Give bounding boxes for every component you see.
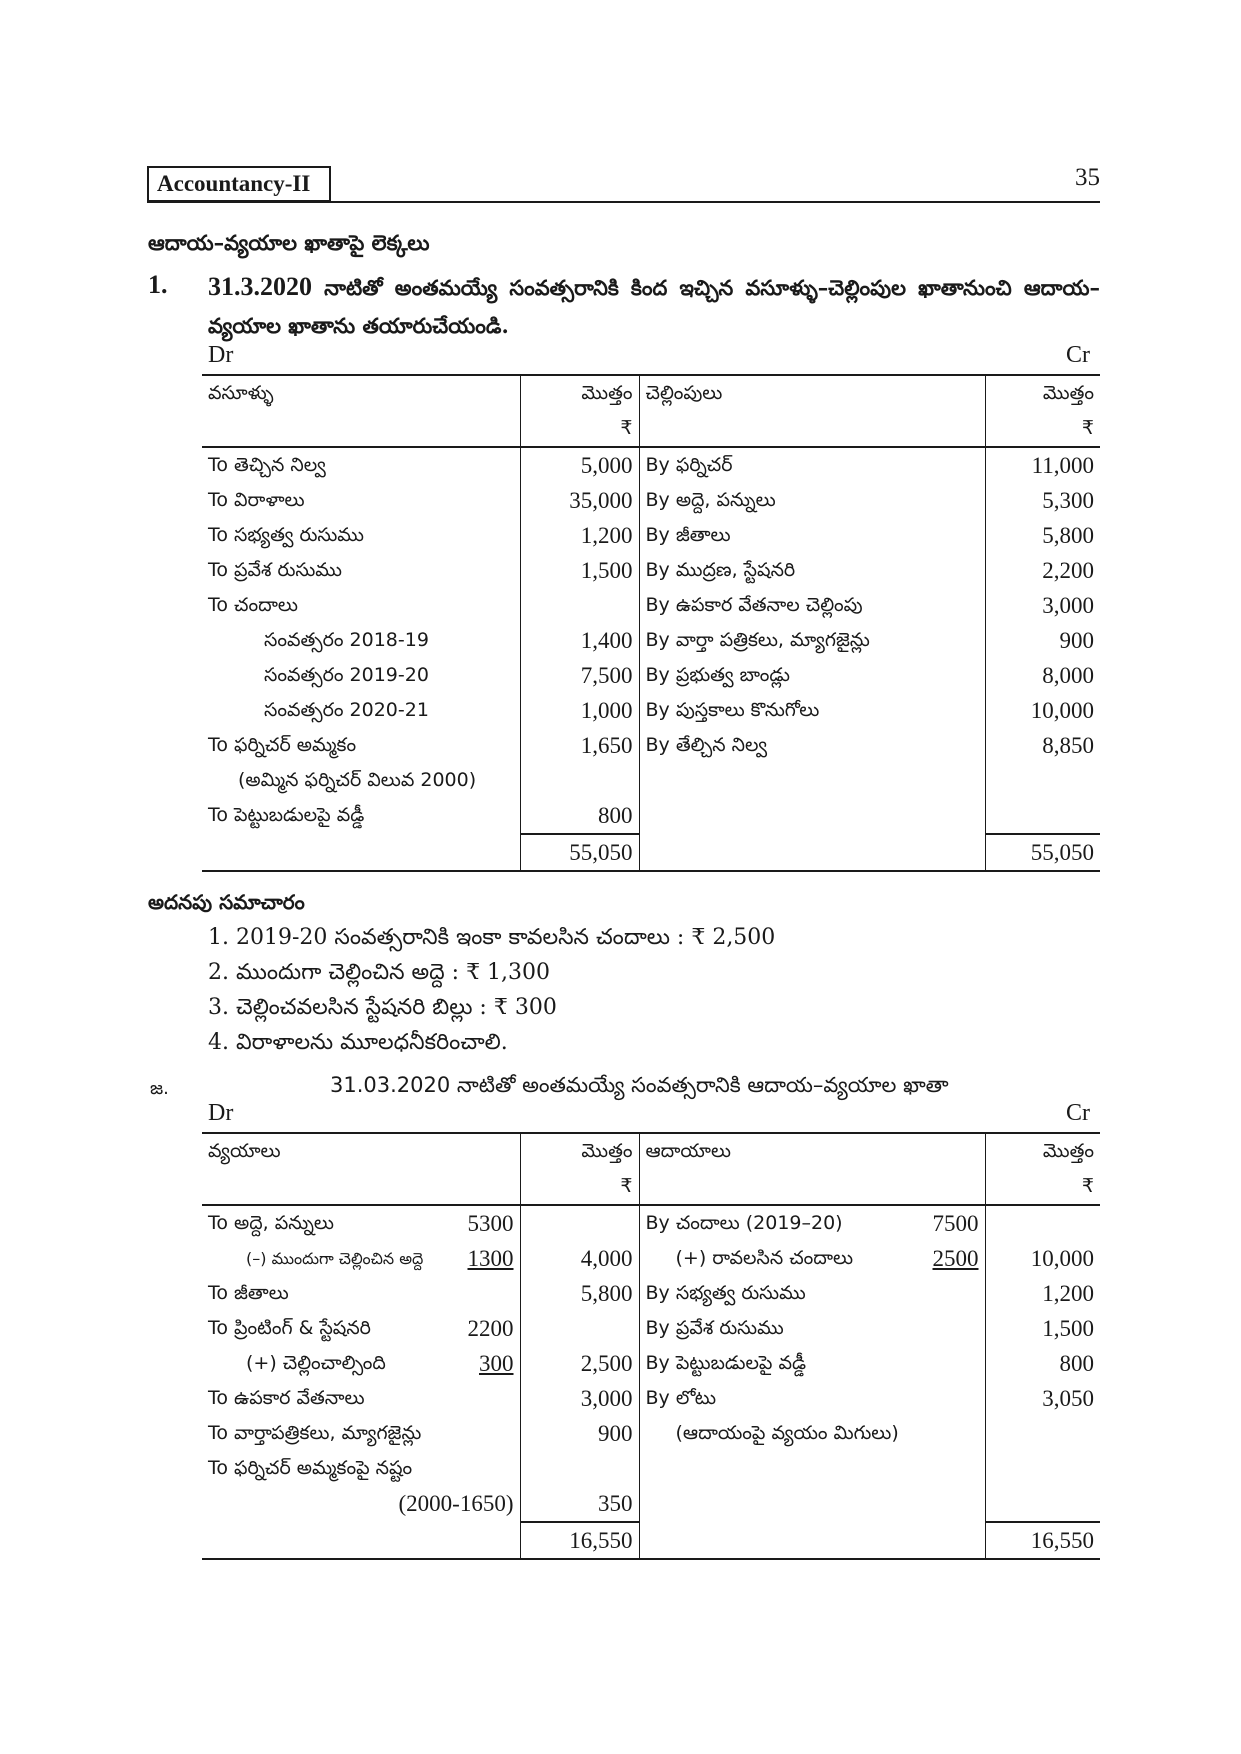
- additional-info-item: 2. ముందుగా చెల్లించిన అద్దె : ₹ 1,300: [208, 960, 551, 985]
- rp-receipt-amount: 1,500: [520, 553, 639, 588]
- rp-receipt-amount: [520, 588, 639, 623]
- rp-payment-item: By పుస్తకాలు కొనుగోలు: [639, 693, 985, 728]
- rp-row: [202, 588, 1100, 623]
- ie-expense-item: To జీతాలు: [208, 1282, 289, 1304]
- rp-payment-amount: [985, 763, 1100, 798]
- rp-total-row: [202, 834, 1100, 871]
- ie-income-item: (+) రావలసిన చందాలు: [675, 1247, 854, 1269]
- ie-income-amount: [985, 1451, 1100, 1486]
- rp-receipt-item: సంవత్సరం 2019-20: [264, 664, 429, 686]
- rp-payment-item: By అద్దె, పన్నులు: [639, 483, 985, 518]
- rp-receipt-amount: 800: [520, 798, 639, 834]
- ie-expense-subamount: 1300: [467, 1246, 514, 1271]
- ie-expense-amount: 350: [520, 1486, 639, 1522]
- ie-expense-amount: 3,000: [520, 1381, 639, 1416]
- rp-payment-item: [639, 763, 985, 798]
- rp-payment-amount: 11,000: [985, 447, 1100, 483]
- ie-expense-item: To ఉపకార వేతనాలు: [208, 1387, 365, 1409]
- ie-row: [202, 1241, 1100, 1276]
- ie-dr-label: Dr: [208, 1100, 234, 1126]
- book-title-box: Accountancy-II: [147, 166, 331, 202]
- ie-income-amount: 1,500: [985, 1311, 1100, 1346]
- ie-row: [202, 1451, 1100, 1486]
- rp-header-receipts: వసూళ్ళు: [202, 375, 520, 411]
- rp-header-row: [202, 375, 1100, 411]
- rp-receipt-item: To విరాళాలు: [208, 489, 305, 511]
- ie-expense-subamount: (2000-1650): [398, 1491, 514, 1516]
- ie-expense-amount: [520, 1205, 639, 1241]
- rp-payment-amount: 900: [985, 623, 1100, 658]
- ie-income-subamount: 7500: [932, 1211, 979, 1236]
- rp-payment-amount: 5,300: [985, 483, 1100, 518]
- ie-cr-label: Cr: [1066, 1100, 1090, 1126]
- rp-header-amount-right: మొత్తం: [985, 375, 1100, 411]
- additional-info-title: అదనపు సమాచారం: [148, 890, 305, 914]
- ie-expense-item: (+) చెల్లించాల్సింది: [246, 1352, 386, 1374]
- ie-income-amount: 10,000: [985, 1241, 1100, 1276]
- rp-receipt-amount: [520, 763, 639, 798]
- section-title: ఆదాయ–వ్యయాల ఖాతాపై లెక్కలు: [148, 230, 430, 255]
- rp-payment-amount: [985, 798, 1100, 834]
- ie-expense-amount: 4,000: [520, 1241, 639, 1276]
- ie-income-amount: [985, 1205, 1100, 1241]
- rp-row: [202, 798, 1100, 834]
- question-date: 31.3.2020: [208, 272, 312, 301]
- answer-label: జ.: [150, 1078, 169, 1099]
- ie-total-left: 16,550: [520, 1522, 639, 1559]
- ie-header-incomes: ఆదాయాలు: [639, 1133, 985, 1169]
- ie-header-row: [202, 1133, 1100, 1169]
- ie-income-amount: [985, 1486, 1100, 1522]
- ie-expense-subamount: 5300: [467, 1211, 514, 1236]
- ie-currency-right: ₹: [985, 1169, 1100, 1205]
- ie-expense-amount: 900: [520, 1416, 639, 1451]
- rp-payment-item: By జీతాలు: [639, 518, 985, 553]
- rp-dr-label: Dr: [208, 342, 234, 368]
- rp-payment-item: By వార్తా పత్రికలు, మ్యాగజైన్లు: [639, 623, 985, 658]
- rp-payment-item: By ఉపకార వేతనాల చెల్లింపు: [639, 588, 985, 623]
- rp-payment-item: By ఫర్నిచర్: [639, 447, 985, 483]
- ie-income-amount: 1,200: [985, 1276, 1100, 1311]
- ie-total-row: [202, 1522, 1100, 1559]
- rp-currency-row: [202, 411, 1100, 447]
- ie-income-amount: [985, 1416, 1100, 1451]
- rp-row: [202, 553, 1100, 588]
- ie-income-item: By పెట్టుబడులపై వడ్డీ: [645, 1352, 807, 1374]
- ie-expense-item: To వార్తాపత్రికలు, మ్యాగజైన్లు: [208, 1422, 422, 1444]
- rp-receipt-amount: 35,000: [520, 483, 639, 518]
- receipts-payments-table: [202, 374, 1100, 872]
- ie-total-right: 16,550: [985, 1522, 1100, 1559]
- rp-payment-amount: 2,200: [985, 553, 1100, 588]
- rp-header-amount-left: మొత్తం: [520, 375, 639, 411]
- rp-row: [202, 518, 1100, 553]
- rp-cr-label: Cr: [1066, 342, 1090, 368]
- question-body: నాటితో అంతమయ్యే సంవత్సరానికి కింద ఇచ్చిన వసూళ్ళు–చెల్లింపుల ఖాతానుంచి ఆదాయ–వ్యయాల ఖాతాను తయారుచేయండి.: [208, 275, 1100, 338]
- ie-expense-amount: 2,500: [520, 1346, 639, 1381]
- ie-expense-amount: [520, 1451, 639, 1486]
- ie-income-subamount: 2500: [932, 1246, 979, 1271]
- rp-receipt-item: To సభ్యత్వ రుసుము: [208, 524, 364, 546]
- page-number: 35: [1075, 164, 1100, 191]
- ie-income-item: By సభ్యత్వ రుసుము: [645, 1282, 806, 1304]
- rp-receipt-amount: 7,500: [520, 658, 639, 693]
- question-number: 1.: [148, 270, 168, 299]
- ie-income-item: By చందాలు (2019–20): [645, 1212, 843, 1234]
- rp-payment-item: [639, 798, 985, 834]
- ie-row: [202, 1346, 1100, 1381]
- ie-expense-amount: 5,800: [520, 1276, 639, 1311]
- ie-header-expenses: వ్యయాలు: [202, 1133, 520, 1169]
- additional-info-item: 1. 2019-20 సంవత్సరానికి ఇంకా కావలసిన చందాలు : ₹ 2,500: [208, 925, 776, 950]
- rp-payment-amount: 5,800: [985, 518, 1100, 553]
- rp-receipt-item: To పెట్టుబడులపై వడ్డీ: [208, 804, 365, 826]
- ie-income-amount: 800: [985, 1346, 1100, 1381]
- rp-row: [202, 763, 1100, 798]
- ie-header-amount-right: మొత్తం: [985, 1133, 1100, 1169]
- rp-currency-left: ₹: [520, 411, 639, 447]
- rp-receipt-item: To ఫర్నిచర్ అమ్మకం: [208, 734, 357, 756]
- answer-title: 31.03.2020 నాటితో అంతమయ్యే సంవత్సరానికి ఆదాయ–వ్యయాల ఖాతా: [330, 1073, 949, 1097]
- rp-payment-item: By ముద్రణ, స్టేషనరి: [639, 553, 985, 588]
- rp-payment-amount: 8,000: [985, 658, 1100, 693]
- rp-total-right: 55,050: [985, 834, 1100, 871]
- rp-receipt-item: సంవత్సరం 2020-21: [264, 699, 429, 721]
- ie-currency-left: ₹: [520, 1169, 639, 1205]
- income-expenditure-table: [202, 1132, 1100, 1560]
- ie-expense-subamount: 2200: [467, 1316, 514, 1341]
- rp-receipt-item: To చందాలు: [208, 594, 298, 616]
- ie-expense-amount: [520, 1311, 639, 1346]
- rp-payment-amount: 8,850: [985, 728, 1100, 763]
- rp-row: [202, 483, 1100, 518]
- ie-expense-item: (–) ముందుగా చెల్లించిన అద్దె: [246, 1249, 424, 1268]
- rp-row: [202, 693, 1100, 728]
- rp-receipt-amount: 1,400: [520, 623, 639, 658]
- rp-receipt-item: సంవత్సరం 2018-19: [264, 629, 429, 651]
- rp-receipt-amount: 1,650: [520, 728, 639, 763]
- additional-info-item: 4. విరాళాలను మూలధనీకరించాలి.: [208, 1030, 508, 1055]
- rp-header-payments: చెల్లింపులు: [639, 375, 985, 411]
- ie-income-item: By లోటు: [645, 1387, 717, 1409]
- question-text: [208, 268, 1100, 345]
- ie-row: [202, 1416, 1100, 1451]
- ie-currency-row: [202, 1169, 1100, 1205]
- rp-receipt-item: To తెచ్చిన నిల్వ: [208, 454, 326, 476]
- rp-receipt-amount: 1,000: [520, 693, 639, 728]
- rp-row: [202, 658, 1100, 693]
- ie-expense-item: To ప్రింటింగ్ & స్టేషనరి: [208, 1317, 371, 1339]
- rp-receipt-amount: 5,000: [520, 447, 639, 483]
- ie-income-amount: 3,050: [985, 1381, 1100, 1416]
- rp-payment-item: By తేల్చిన నిల్వ: [639, 728, 985, 763]
- ie-row: [202, 1486, 1100, 1522]
- ie-row: [202, 1205, 1100, 1241]
- ie-expense-item: To అద్దె, పన్నులు: [208, 1212, 334, 1234]
- additional-info-item: 3. చెల్లించవలసిన స్టేషనరి బిల్లు : ₹ 300: [208, 995, 557, 1020]
- ie-income-item: (ఆదాయంపై వ్యయం మిగులు): [675, 1422, 899, 1444]
- rp-payment-amount: 3,000: [985, 588, 1100, 623]
- rp-currency-right: ₹: [985, 411, 1100, 447]
- ie-row: [202, 1381, 1100, 1416]
- ie-income-item: By ప్రవేశ రుసుము: [645, 1317, 784, 1339]
- header-rule: [147, 201, 1100, 203]
- rp-receipt-amount: 1,200: [520, 518, 639, 553]
- ie-expense-subamount: 300: [479, 1351, 514, 1376]
- rp-row: [202, 623, 1100, 658]
- rp-row: [202, 728, 1100, 763]
- ie-row: [202, 1311, 1100, 1346]
- rp-total-left: 55,050: [520, 834, 639, 871]
- rp-receipt-item: (అమ్మిన ఫర్నిచర్ విలువ 2000): [238, 769, 477, 791]
- rp-receipt-item: To ప్రవేశ రుసుము: [208, 559, 342, 581]
- rp-payment-item: By ప్రభుత్వ బాండ్లు: [639, 658, 985, 693]
- ie-row: [202, 1276, 1100, 1311]
- ie-expense-item: To ఫర్నిచర్ అమ్మకంపై నష్టం: [208, 1457, 413, 1479]
- ie-header-amount-left: మొత్తం: [520, 1133, 639, 1169]
- rp-payment-amount: 10,000: [985, 693, 1100, 728]
- rp-row: [202, 447, 1100, 483]
